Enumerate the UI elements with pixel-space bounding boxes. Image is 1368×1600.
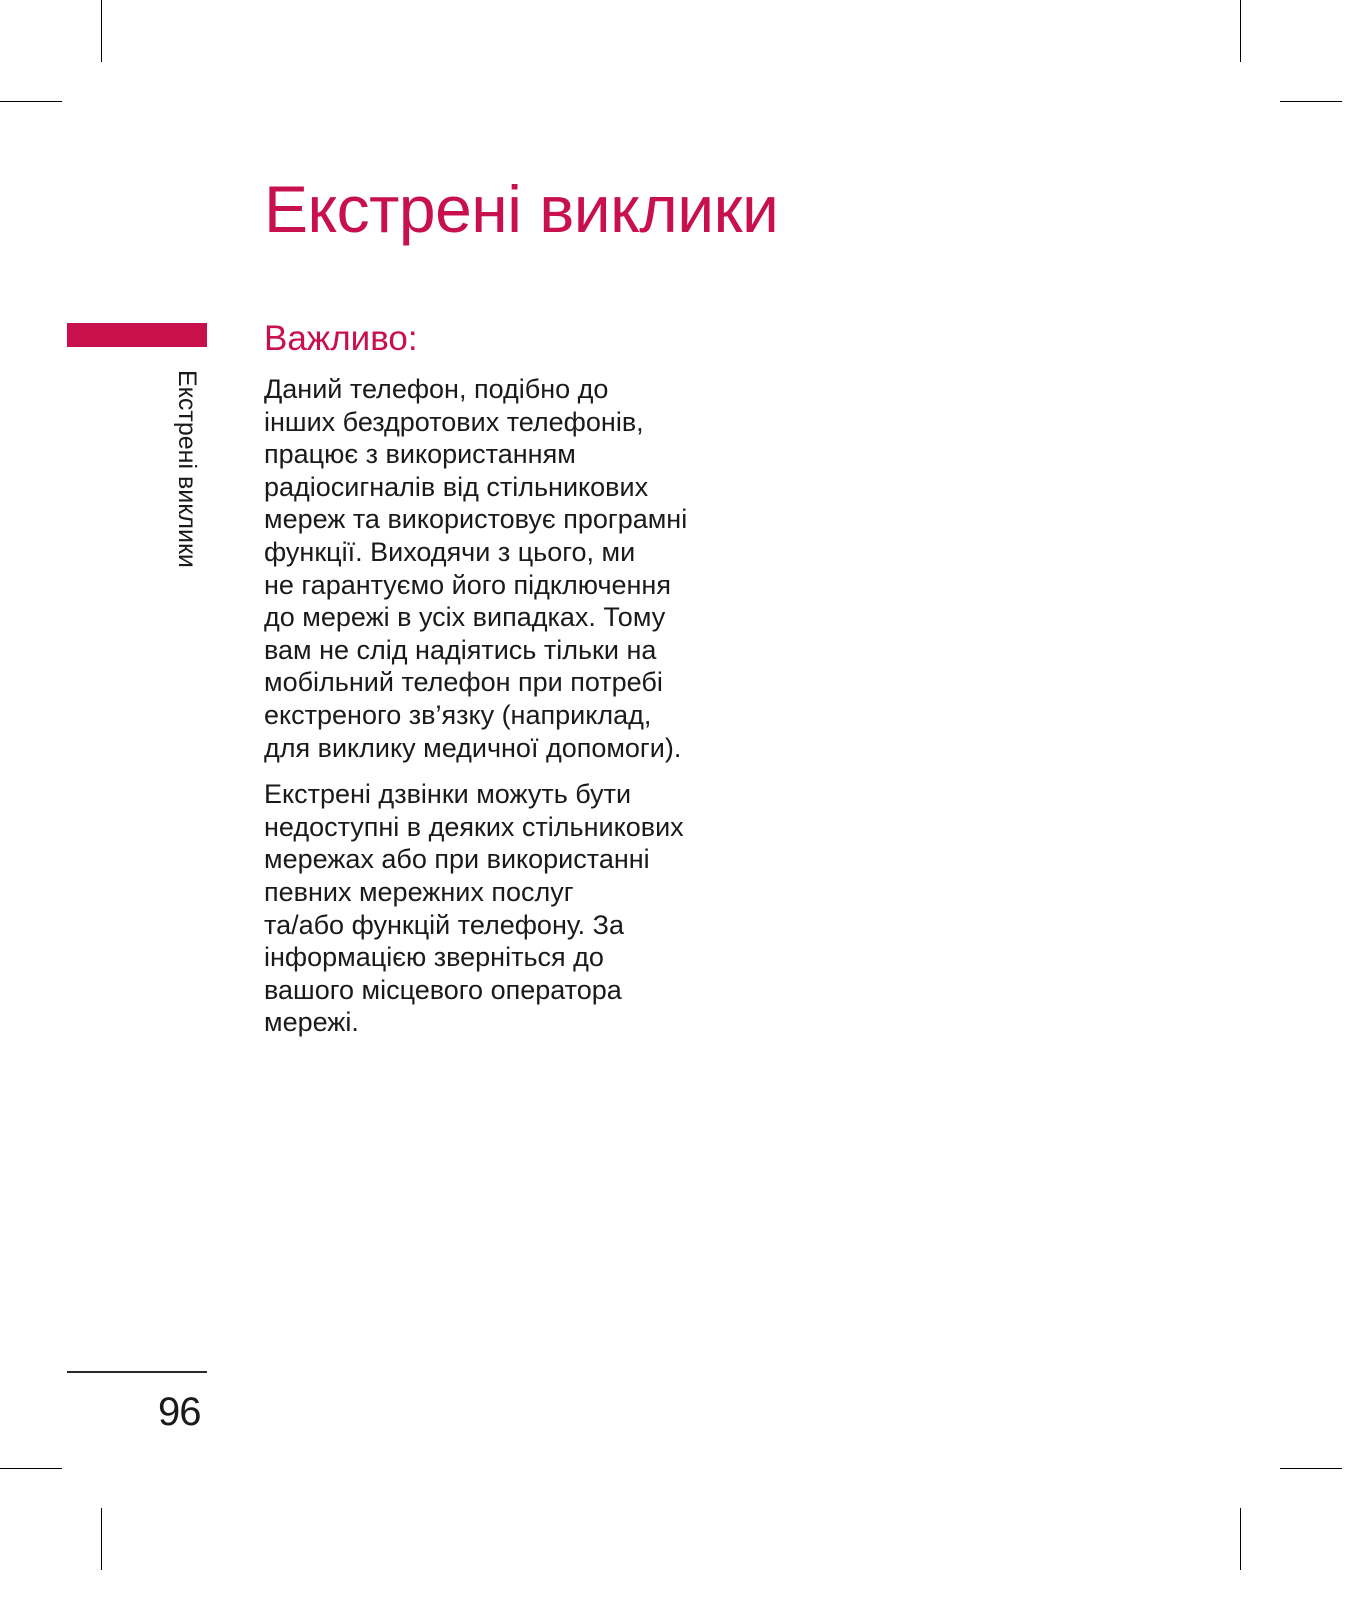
- footer-rule: [67, 1371, 207, 1373]
- page-title: Екстрені виклики: [264, 172, 779, 246]
- crop-mark-top-right: [1240, 0, 1241, 62]
- body-text: [264, 373, 744, 1053]
- crop-mark-bottom-left: [101, 1508, 102, 1570]
- crop-mark-top-right-h: [1280, 101, 1342, 102]
- paragraph-1: [264, 373, 744, 764]
- text-line: працює з використанням: [264, 439, 576, 470]
- text-line: інформацією зверніться до: [264, 942, 604, 973]
- text-line: вашого місцевого оператора: [264, 974, 622, 1005]
- text-line: радіосигналів від стільникових: [264, 471, 649, 502]
- text-line: мобільний телефон при потребі: [264, 667, 663, 698]
- text-line: до мережі в усіх випадках. Тому: [264, 602, 666, 633]
- text-line: мережі.: [264, 1007, 359, 1038]
- side-tab-label: Екстрені виклики: [173, 370, 201, 568]
- paragraph-2: [264, 778, 744, 1039]
- text-line: та/або функцій телефону. За: [264, 909, 624, 940]
- text-line: мережах або при використанні: [264, 844, 650, 875]
- crop-mark-bottom-right-h: [1280, 1468, 1342, 1469]
- page-number: 96: [158, 1390, 201, 1434]
- crop-mark-bottom-left-h: [0, 1468, 62, 1469]
- text-line: недоступні в деяких стільникових: [264, 811, 684, 842]
- text-line: мереж та використовує програмні: [264, 504, 688, 535]
- text-line: певних мережних послуг: [264, 876, 574, 907]
- section-accent-bar: [67, 323, 207, 347]
- text-line: вам не слід надіятись тільки на: [264, 634, 657, 665]
- text-line: функції. Виходячи з цього, ми: [264, 536, 636, 567]
- crop-mark-top-left: [101, 0, 102, 62]
- text-line: екстреного зв’язку (наприклад,: [264, 699, 652, 730]
- crop-mark-top-left-h: [0, 101, 62, 102]
- text-line: не гарантуємо його підключення: [264, 569, 671, 600]
- section-heading: Важливо:: [264, 319, 418, 358]
- text-line: інших бездротових телефонів,: [264, 406, 644, 437]
- text-line: Даний телефон, подібно до: [264, 374, 609, 404]
- text-line: для виклику медичної допомоги).: [264, 732, 682, 763]
- text-line: Екстрені дзвінки можуть бути: [264, 779, 632, 810]
- crop-mark-bottom-right: [1240, 1508, 1241, 1570]
